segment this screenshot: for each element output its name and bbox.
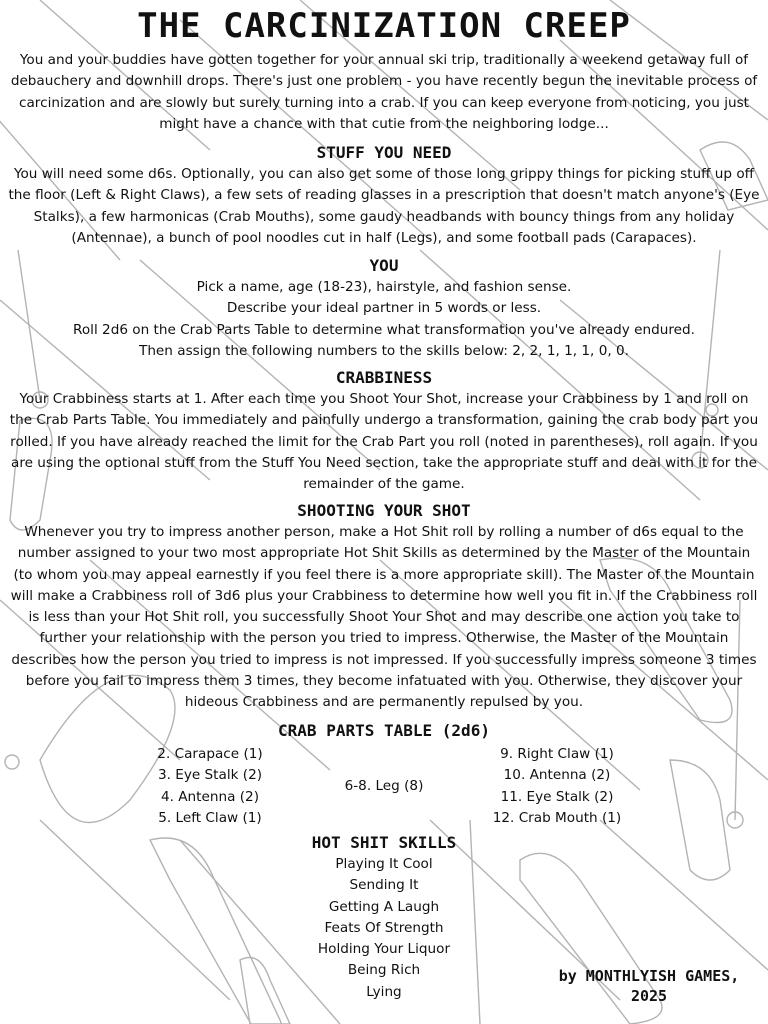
crabbiness-heading: CRABBINESS <box>335 368 433 387</box>
skill-item: Playing It Cool <box>335 856 433 872</box>
crabbiness-section <box>8 367 760 495</box>
crab-parts-column-right <box>486 744 628 829</box>
skill-item: Getting A Laugh <box>328 898 440 915</box>
you-line: Roll 2d6 on the Crab Parts Table to determine what transformation you've already endured. <box>73 321 695 338</box>
crab-parts-table-title-wrap <box>8 720 760 742</box>
crab-parts-table-heading: CRAB PARTS TABLE (2d6) <box>278 721 490 740</box>
you-line: Then assign the following numbers to the skills below: 2, 2, 1, 1, 1, 0, 0. <box>139 342 629 359</box>
shooting-your-shot-paragraph: Whenever you try to impress another person, make a Hot Shit roll by rolling a number of d6s equal to the number assigned to your two most appropriate Hot Shit Skills as determined by the Master of the Mountain (to whom you may appeal earnestly if you feel there is a more appropriate skill). The Master of the Mountain will make a Crabbiness roll of 3d6 plus your Crabbiness to determine how well you fit in. If the Crabbiness roll is less than your Hot Shit roll, you successfully Shoot Your Shot and may describe one action you take to further your relationship with the person you tried to impress. Otherwise, the Master of the Mountain describes how the person you tried to impress is not impressed. If you successfully impress someone 3 times before you fail to impress them 3 times, they become infatuated with you. Otherwise, they discover your hideous Crabbiness and are permanently repulsed by you. <box>10 524 758 711</box>
hot-shit-skills-section <box>284 832 484 1003</box>
you-line: Pick a name, age (18-23), hairstyle, and fashion sense. <box>196 279 572 295</box>
skill-item: Lying <box>366 983 402 1000</box>
crab-part-entry: 12. Crab Mouth (1) <box>492 809 622 826</box>
stuff-you-need-heading: STUFF YOU NEED <box>316 143 452 162</box>
crab-parts-column-left <box>140 744 280 829</box>
skill-item: Being Rich <box>347 962 421 979</box>
intro-paragraph: You and your buddies have gotten together for your annual ski trip, traditionally a weekend getaway full of debauchery and downhill drops. There's just one problem - you have recently begun the inevitable process of carcinization and are slowly but surely turning into a crab. If you can keep everyone from noticing, you just might have a chance with that cutie from the neighboring lodge... <box>10 52 758 132</box>
you-heading: YOU <box>369 256 399 275</box>
crab-part-entry: 10. Antenna (2) <box>503 767 611 784</box>
crab-part-entry: 6-8. Leg (8) <box>344 778 424 794</box>
credit-year: 2025 <box>630 987 668 1005</box>
you-section <box>8 255 760 362</box>
crab-part-entry: 3. Eye Stalk (2) <box>157 767 263 784</box>
shooting-your-shot-heading: SHOOTING YOUR SHOT <box>297 501 471 520</box>
crab-parts-table <box>0 744 768 830</box>
crab-part-entry: 2. Carapace (1) <box>157 746 263 762</box>
crab-parts-column-middle <box>314 776 454 797</box>
skill-item: Holding Your Liquor <box>317 941 451 958</box>
shooting-your-shot-section <box>8 500 760 714</box>
hot-shit-skills-heading: HOT SHIT SKILLS <box>311 833 457 852</box>
credit-publisher: by MONTHLYISH GAMES, <box>558 967 740 985</box>
intro-section <box>8 50 760 135</box>
stuff-you-need-section <box>8 142 760 249</box>
skill-item: Sending It <box>349 877 419 894</box>
credit-block <box>536 966 762 1006</box>
crab-part-entry: 5. Left Claw (1) <box>158 809 262 826</box>
page-title: THE CARCINIZATION CREEP <box>137 6 631 46</box>
crab-part-entry: 11. Eye Stalk (2) <box>500 788 614 805</box>
crab-part-entry: 9. Right Claw (1) <box>500 746 614 762</box>
stuff-you-need-paragraph: You will need some d6s. Optionally, you can also get some of those long grippy things for picking stuff up off the floor (Left & Right Claws), a few sets of reading glasses in a prescription that doesn't match anyone's (Eye Stalks), a few harmonicas (Crab Mouths), some gaudy headbands with bouncy things from any holiday (Antennae), a bunch of pool noodles cut in half (Legs), and some football pads (Carapaces). <box>8 166 760 246</box>
you-line: Describe your ideal partner in 5 words or less. <box>226 300 542 317</box>
skill-item: Feats Of Strength <box>324 919 444 936</box>
crab-part-entry: 4. Antenna (2) <box>160 788 260 805</box>
crabbiness-paragraph: Your Crabbiness starts at 1. After each time you Shoot Your Shot, increase your Crabbiness by 1 and roll on the Crab Parts Table. You immediately and painfully undergo a transformation, gaining the crab body part you rolled. If you have already reached the limit for the Crab Part you roll (noted in parentheses), roll again. If you are using the optional stuff from the Stuff You Need section, take the appropriate stuff and deal with it for the remainder of the game. <box>9 391 759 493</box>
